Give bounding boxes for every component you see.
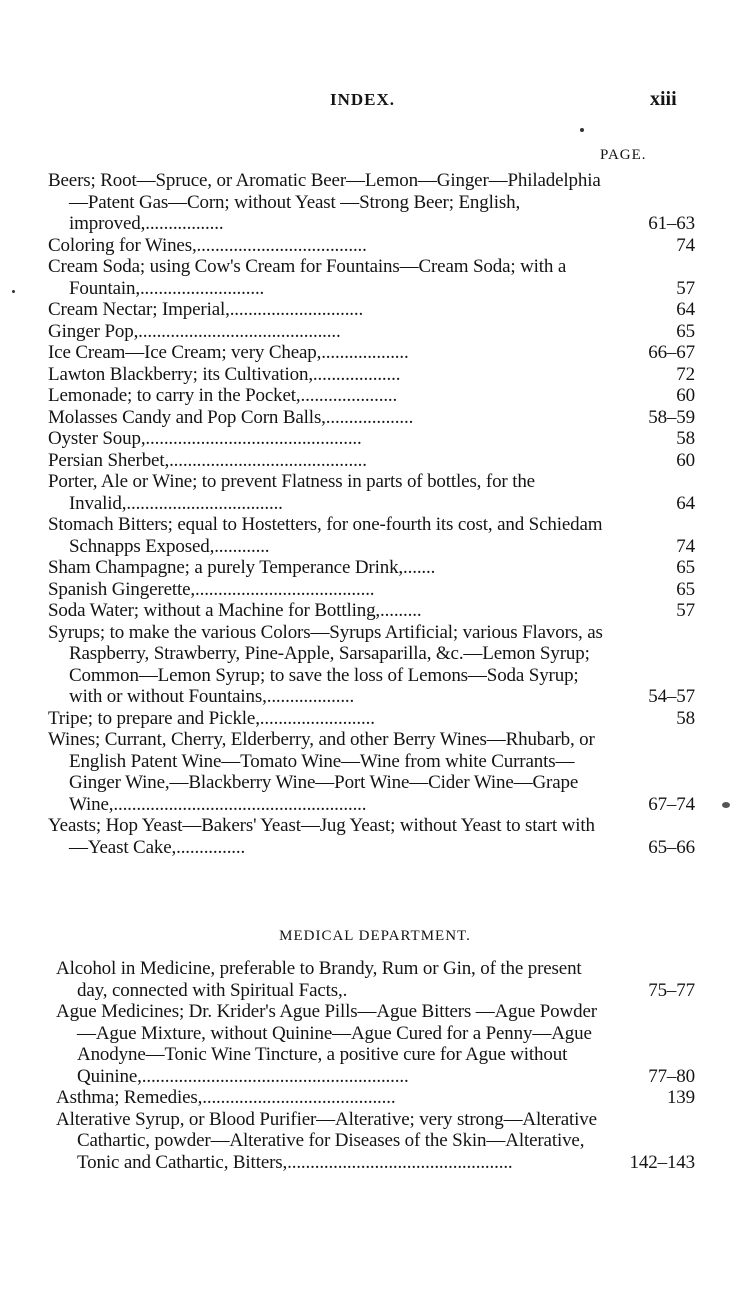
- entry-page: 64: [676, 492, 695, 514]
- index-entry: Asthma; Remedies,.......................................... 139: [56, 1087, 695, 1108]
- index-entry: Oyster Soup,............................................... 58: [48, 428, 695, 449]
- entry-page: 139: [666, 1087, 695, 1108]
- entry-page: 75–77: [648, 979, 695, 1001]
- ink-speck: [580, 128, 584, 132]
- index-entry: Cream Soda; using Cow's Cream for Fountains—Cream Soda; with a Fountain,........................... 57: [48, 256, 695, 299]
- entry-page: 65: [676, 578, 695, 600]
- index-entry: Molasses Candy and Pop Corn Balls,................... 58–59: [48, 406, 695, 428]
- index-entry: Yeasts; Hop Yeast—Bakers' Yeast—Jug Yeast; without Yeast to start with—Yeast Cake,............... 65–66: [48, 815, 695, 858]
- running-head: [0, 90, 750, 116]
- entry-page: 60: [676, 449, 695, 471]
- entry-page: 58–59: [648, 406, 695, 428]
- index-entry: Persian Sherbet,........................................... 60: [48, 449, 695, 471]
- index-entry: Lawton Blackberry; its Cultivation,................... 72: [48, 363, 695, 385]
- entry-page: 57: [676, 600, 695, 621]
- index-entry: Lemonade; to carry in the Pocket,..................... 60: [48, 385, 695, 406]
- entry-page: 58: [676, 428, 695, 449]
- page-column-label: PAGE.: [600, 147, 647, 163]
- index-entry: Syrups; to make the various Colors—Syrups Artificial; various Flavors, as Raspberry, Strawberry, Pine-Apple, Sarsaparilla, &c.—Lemon Syrup; Common—Lemon Syrup; to save the loss of Lemons—Soda Syrup; with or without Fountains,................... 54–57: [48, 621, 695, 707]
- index-entry: Porter, Ale or Wine; to prevent Flatness in parts of bottles, for the Invalid,.................................. 64: [48, 471, 695, 514]
- index-entry: Wines; Currant, Cherry, Elderberry, and other Berry Wines—Rhubarb, or English Patent Wine—Tomato Wine—Wine from white Currants—Ginger Wine,—Blackberry Wine—Port Wine—Cider Wine—Grape Wine,....................................................... 67–74: [48, 729, 695, 815]
- index-section-medical: [56, 958, 695, 1173]
- index-entry: Coloring for Wines,..................................... 74: [48, 234, 695, 256]
- entry-page: 64: [676, 299, 695, 320]
- index-section-general: [48, 170, 695, 858]
- index-entry: Alcohol in Medicine, preferable to Brandy, Rum or Gin, of the present day, connected with Spiritual Facts,. 75–77: [56, 958, 695, 1001]
- index-entry: Beers; Root—Spruce, or Aromatic Beer—Lemon—Ginger—Philadelphia—Patent Gas—Corn; without Yeast —Strong Beer; English, improved,................. 61–63: [48, 170, 695, 234]
- index-entry: Cream Nectar; Imperial,............................. 64: [48, 299, 695, 320]
- entry-page: 58: [676, 707, 695, 729]
- index-entry: Spanish Gingerette,....................................... 65: [48, 578, 695, 600]
- entry-page: 77–80: [648, 1065, 695, 1087]
- index-entry: Alterative Syrup, or Blood Purifier—Alterative; very strong—Alterative Cathartic, powder—Alterative for Diseases of the Skin—Alterative, Tonic and Cathartic, Bitters,................................................. 142–143: [56, 1108, 695, 1173]
- running-title: INDEX.: [330, 90, 396, 109]
- entry-page: 65: [676, 320, 695, 342]
- page-number: xiii: [650, 88, 677, 110]
- index-entry: Soda Water; without a Machine for Bottling,......... 57: [48, 600, 695, 621]
- index-entry: Ague Medicines; Dr. Krider's Ague Pills—Ague Bitters —Ague Powder—Ague Mixture, without Quinine—Ague Cured for a Penny—Ague Anodyne—Tonic Wine Tincture, a positive cure for Ague without Quinine,.......................................................... 77–80: [56, 1001, 695, 1087]
- index-entry: Ginger Pop,............................................ 65: [48, 320, 695, 342]
- ink-speck: [722, 802, 730, 808]
- entry-page: 72: [676, 363, 695, 385]
- index-entry: Ice Cream—Ice Cream; very Cheap,................... 66–67: [48, 342, 695, 363]
- entry-page: 54–57: [648, 686, 695, 707]
- entry-page: 60: [676, 385, 695, 406]
- index-entry: Stomach Bitters; equal to Hostetters, for one-fourth its cost, and Schiedam Schnapps Exposed,............ 74: [48, 514, 695, 557]
- entry-page: 65–66: [648, 836, 695, 858]
- ink-speck: [12, 290, 15, 293]
- section-heading-medical: MEDICAL DEPARTMENT.: [279, 928, 471, 944]
- entry-page: 67–74: [648, 793, 695, 815]
- entry-page: 66–67: [648, 342, 695, 363]
- entry-page: 61–63: [648, 213, 695, 234]
- index-entry: Tripe; to prepare and Pickle,......................... 58: [48, 707, 695, 729]
- entry-page: 65: [676, 557, 695, 578]
- index-entry: Sham Champagne; a purely Temperance Drink,....... 65: [48, 557, 695, 578]
- entry-page: 142–143: [629, 1151, 695, 1173]
- entry-page: 74: [676, 234, 695, 256]
- entry-page: 74: [676, 535, 695, 557]
- entry-page: 57: [676, 277, 695, 299]
